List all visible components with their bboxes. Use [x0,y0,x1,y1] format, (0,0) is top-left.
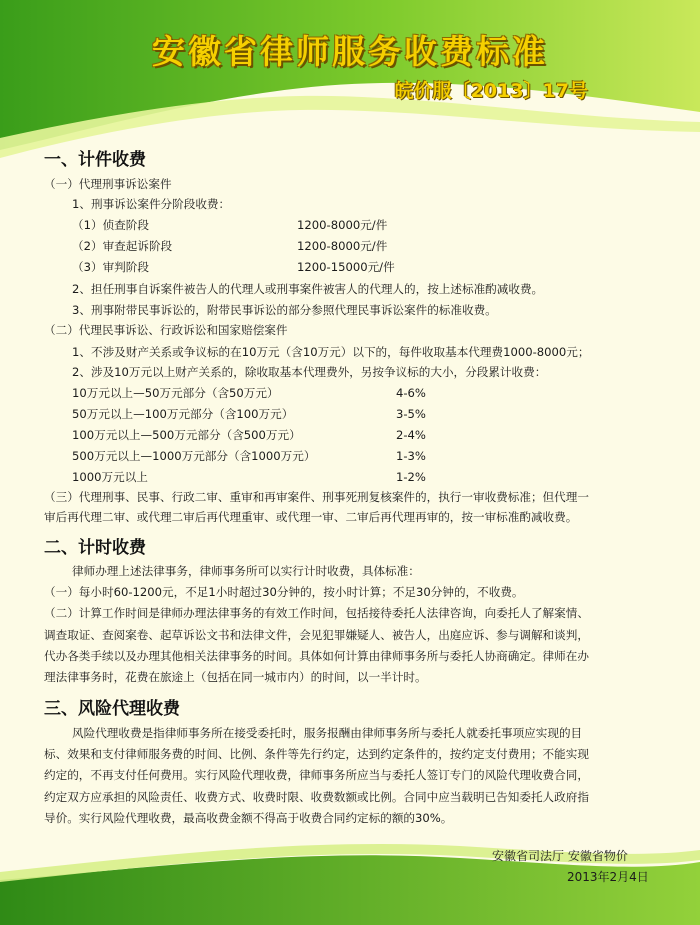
stage-name: （2）审查起诉阶段 [72,239,173,253]
tier-rate: 3-5% [396,407,426,421]
document-number: 皖价服〔2013〕17号 [394,80,588,102]
stage-fee: 1200-8000元/件 [297,218,388,232]
tier-range: 500万元以上—1000万元部分（含1000万元） [72,449,316,463]
stage-fee: 1200-8000元/件 [297,239,388,253]
stage-name: （1）侦查阶段 [72,218,149,232]
tier-range: 10万元以上—50万元部分（含50万元） [72,386,279,400]
issuer-signature: 安徽省司法厅 安徽省物价 [492,849,628,863]
paragraph: 调查取证、查阅案卷、起草诉讼文书和法律文件，会见犯罪嫌疑人、被告人，出庭应诉、参与调解和谈判， [44,628,589,642]
tier-rate: 2-4% [396,428,426,442]
stage-name: （3）审判阶段 [72,260,149,274]
paragraph: 导价。实行风险代理收费，最高收费金额不得高于收费合同约定标的额的30%。 [44,811,453,825]
paragraph: 约定双方应承担的风险责任、收费方式、收费时限、收费数额或比例。合同中应当载明已告知委托人政府指 [44,790,589,804]
paragraph: 1、不涉及财产关系或争议标的在10万元（含10万元）以下的，每件收取基本代理费1000-8000元； [72,345,590,359]
tier-rate: 1-2% [396,470,426,484]
paragraph: 2、涉及10万元以上财产关系的，除收取基本代理费外，另按争议标的大小，分段累计收费： [72,365,547,379]
paragraph: 审后再代理二审、或代理二审后再代理重审、或代理一审、二审后再代理再审的，按一审标准酌减收费。 [44,510,578,524]
paragraph: 3、刑事附带民事诉讼的，附带民事诉讼的部分参照代理民事诉讼案件的标准收费。 [72,303,497,317]
paragraph: （二）计算工作时间是律师办理法律事务的有效工作时间，包括接待委托人法律咨询，向委托人了解案情、 [44,606,589,620]
subsection-appeal: （三）代理刑事、民事、行政二审、重审和再审案件、刑事死刑复核案件的，执行一审收费标准；但代理一 [44,490,589,504]
tier-range: 100万元以上—500万元部分（含500万元） [72,428,301,442]
stage-fee: 1200-15000元/件 [297,260,395,274]
paragraph: 代办各类手续以及办理其他相关法律事务的时间。具体如何计算由律师事务所与委托人协商确定。律师在办 [44,649,589,663]
subsection-civil: （二）代理民事诉讼、行政诉讼和国家赔偿案件 [44,323,288,337]
paragraph: （一）每小时60-1200元，不足1小时超过30分钟的，按小时计算；不足30分钟的，不收费。 [44,585,524,599]
section-heading-piece-fee: 一、计件收费 [44,150,146,170]
tier-range: 50万元以上—100万元部分（含100万元） [72,407,294,421]
subsection-criminal: （一）代理刑事诉讼案件 [44,177,172,191]
section-heading-risk-fee: 三、风险代理收费 [44,699,180,719]
page-title: 安徽省律师服务收费标准 [152,32,548,71]
paragraph: 1、刑事诉讼案件分阶段收费： [72,197,231,211]
paragraph: 风险代理收费是指律师事务所在接受委托时，服务报酬由律师事务所与委托人就委托事项应实现的目 [72,726,583,740]
section-heading-hourly-fee: 二、计时收费 [44,538,146,558]
paragraph: 理法律事务时，花费在旅途上（包括在同一城市内）的时间，以一半计时。 [44,670,427,684]
issue-date: 2013年2月4日 [567,870,649,884]
paragraph: 标、效果和支付律师服务费的时间、比例、条件等先行约定，达到约定条件的，按约定支付费用；不能实现 [44,747,589,761]
paragraph: 2、担任刑事自诉案件被告人的代理人或刑事案件被害人的代理人的，按上述标准酌减收费。 [72,282,544,296]
tier-rate: 1-3% [396,449,426,463]
paragraph: 律师办理上述法律事务，律师事务所可以实行计时收费，具体标准： [72,564,420,578]
paragraph: 约定的，不再支付任何费用。实行风险代理收费，律师事务所应当与委托人签订专门的风险代理收费合同， [44,768,589,782]
tier-rate: 4-6% [396,386,426,400]
tier-range: 1000万元以上 [72,470,148,484]
